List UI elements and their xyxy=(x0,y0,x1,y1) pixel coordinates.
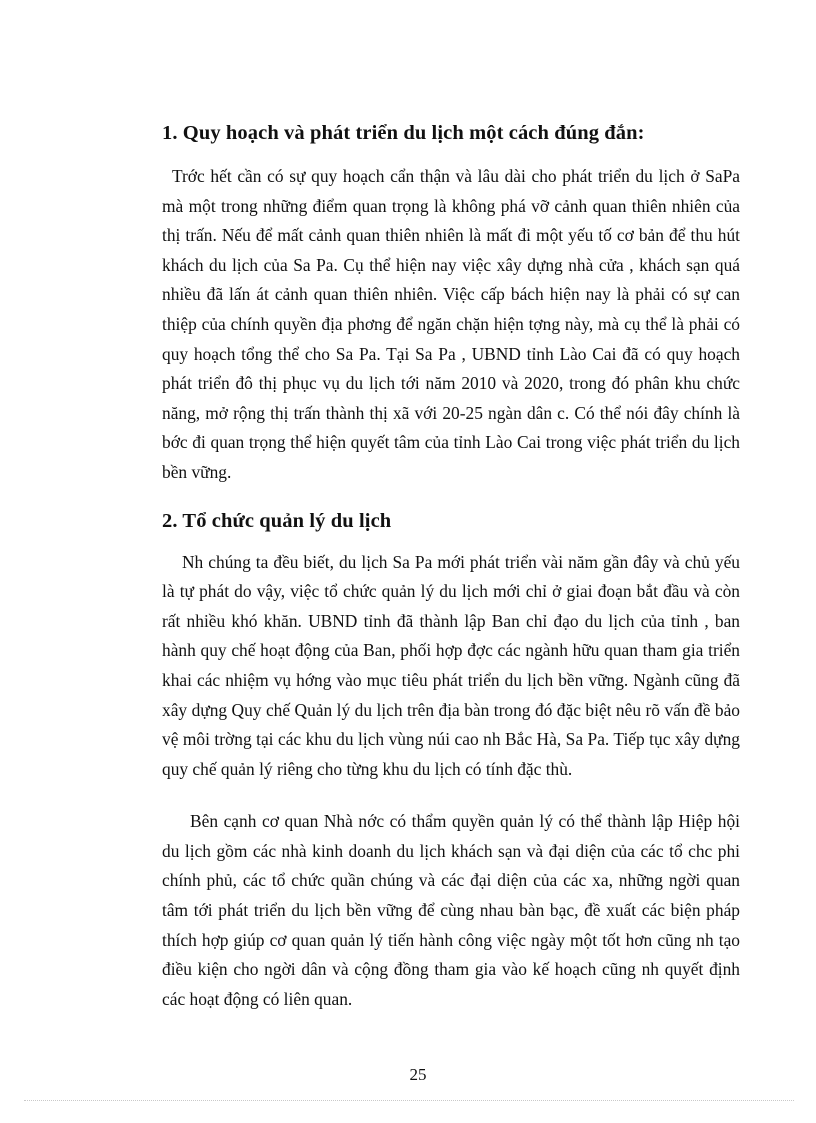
section-1-paragraph: Trớc hết cần có sự quy hoạch cẩn thận và lâu dài cho phát triển du lịch ở SaPa mà một trong những điểm quan trọng là không phá vỡ cảnh quan thiên nhiên của thị trấn. Nếu để mất cảnh quan thiên nhiên là mất đi một yếu tố cơ bản để thu hút khách du lịch của Sa Pa. Cụ thể hiện nay việc xây dựng nhà cửa , khách sạn quá nhiều đã lấn át cảnh quan thiên nhiên. Việc cấp bách hiện nay là phải có sự can thiệp của chính quyền địa phơng để ngăn chặn hiện tợng này, mà cụ thể là phải có quy hoạch tổng thể cho Sa Pa. Tại Sa Pa , UBND tỉnh Lào Cai đã có quy hoạch phát triển đô thị phục vụ du lịch tới năm 2010 và 2020, trong đó phân khu chức năng, mở rộng thị trấn thành thị xã với 20-25 ngàn dân c. Có thể nói đây chính là bớc đi quan trọng thể hiện quyết tâm của tỉnh Lào Cai trong việc phát triển du lịch bền vững. xyxy=(162,166,740,482)
page-body xyxy=(162,118,740,1014)
page-number: 25 xyxy=(409,1065,427,1084)
section-1-heading: 1. Quy hoạch và phát triển du lịch một cách đúng đắn: xyxy=(162,122,645,144)
section-2-heading: 2. Tổ chức quản lý du lịch xyxy=(162,509,392,532)
section-2-paragraph-1: Nh chúng ta đều biết, du lịch Sa Pa mới phát triển vài năm gần đây và chủ yếu là tự phát do vậy, việc tổ chức quản lý du lịch mới chỉ ở giai đoạn bắt đầu và còn rất nhiều khó khăn. UBND tỉnh đã thành lập Ban chỉ đạo du lịch của tỉnh , ban hành quy chế hoạt động của Ban, phối hợp đợc các ngành hữu quan tham gia triển khai các nhiệm vụ hớng vào mục tiêu phát triển du lịch bền vững. Ngành cũng đã xây dựng Quy chế Quản lý du lịch trên địa bàn trong đó đặc biệt nêu rõ vấn đề bảo vệ môi trờng tại các khu du lịch vùng núi cao nh Bắc Hà, Sa Pa. Tiếp tục xây dựng quy chế quản lý riêng cho từng khu du lịch có tính đặc thù. xyxy=(162,551,740,779)
footer-divider xyxy=(24,1100,794,1101)
section-2-paragraph-2: Bên cạnh cơ quan Nhà nớc có thẩm quyền quản lý có thể thành lập Hiệp hội du lịch gồm các nhà kinh doanh du lịch khách sạn và đại diện của các tổ chc phi chính phủ, các tổ chức quần chúng và các đại diện của các xa, những ngời quan tâm tới phát triển du lịch bền vững để cùng nhau bàn bạc, đề xuất các biện pháp thích hợp giúp cơ quan quản lý tiến hành công việc ngày một tốt hơn cũng nh tạo điều kiện cho ngời dân và cộng đồng tham gia vào kế hoạch cũng nh quyết định các hoạt động có liên quan. xyxy=(162,811,740,1009)
